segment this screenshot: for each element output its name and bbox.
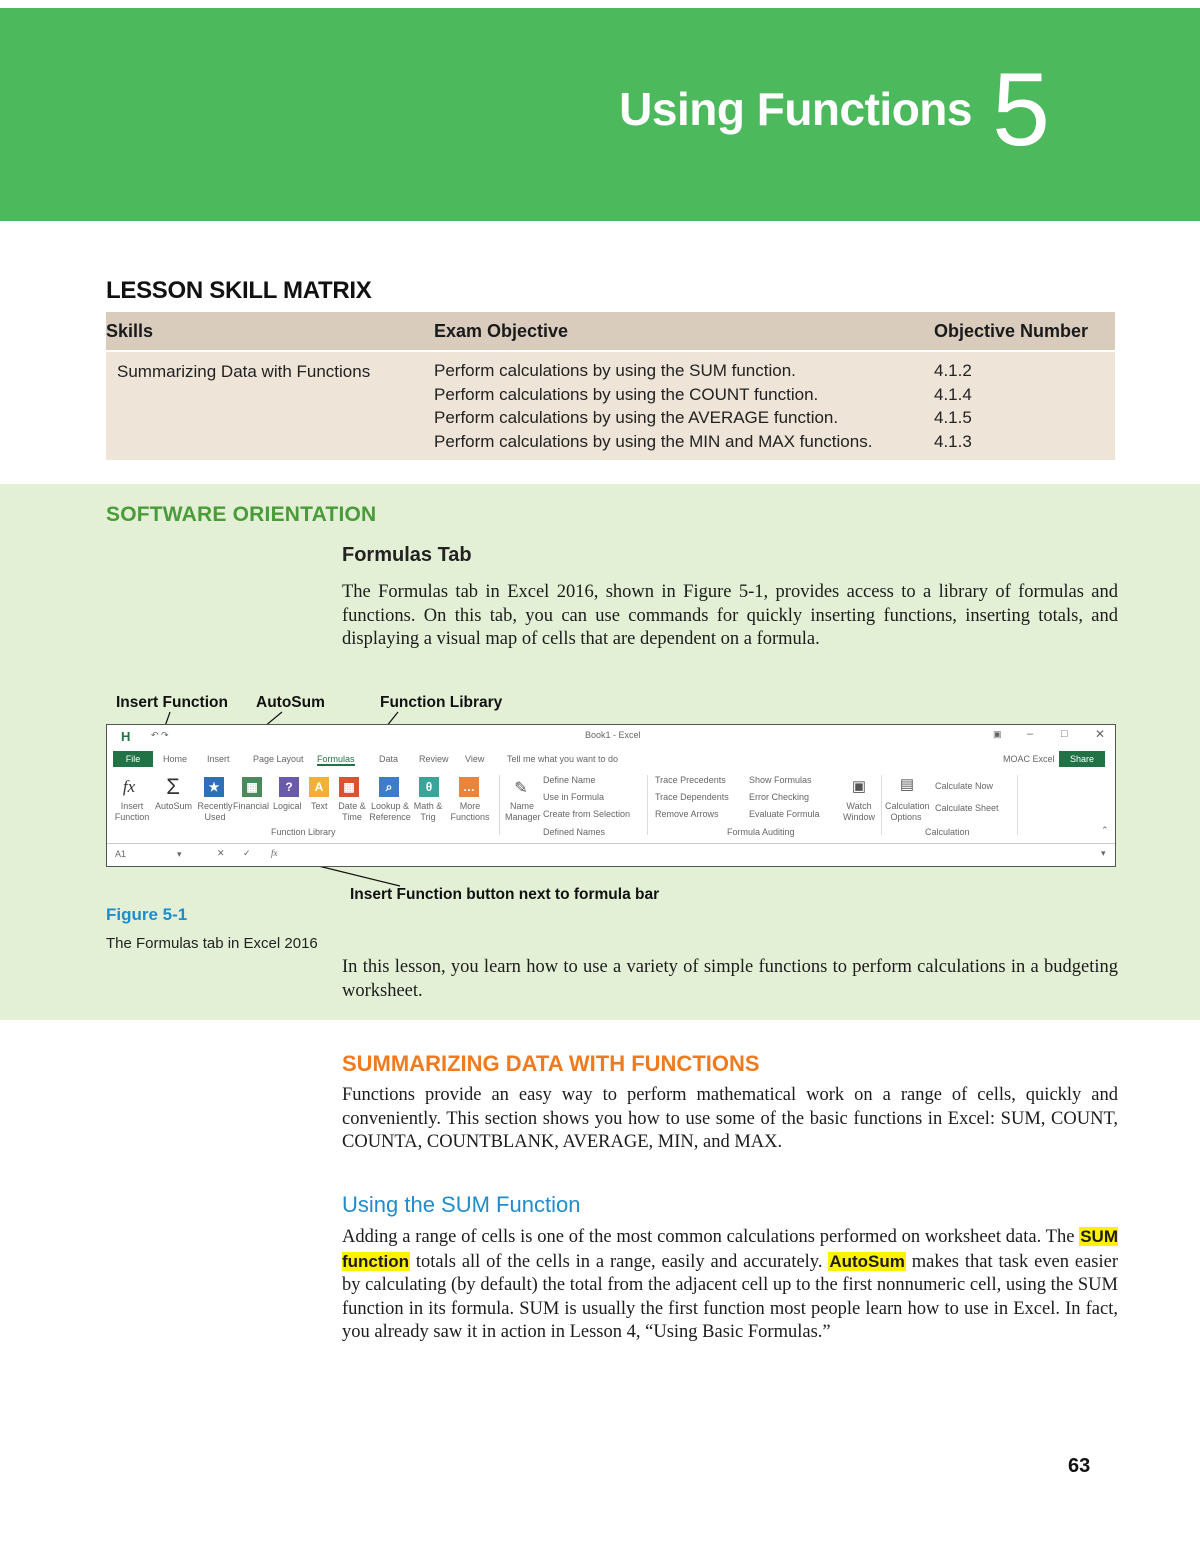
btn-more-functions[interactable]: More Functions <box>450 801 490 822</box>
col-header-objective-number: Objective Number <box>934 321 1089 341</box>
page-number: 63 <box>1068 1455 1091 1477</box>
formulas-tab-heading: Formulas Tab <box>342 544 472 566</box>
name-box-dropdown-icon[interactable]: ▾ <box>177 849 182 859</box>
financial-icon[interactable]: ▦ <box>242 777 262 797</box>
tab-formulas[interactable]: Formulas <box>317 754 355 764</box>
btn-define-name[interactable]: Define Name <box>543 775 596 785</box>
tab-file[interactable]: File <box>113 751 153 767</box>
insert-function-icon[interactable]: fx <box>122 777 136 796</box>
btn-calculate-sheet[interactable]: Calculate Sheet <box>935 803 999 813</box>
key-term-autosum: AutoSum <box>829 1251 905 1271</box>
excel-ribbon-screenshot <box>106 724 1116 867</box>
group-label-calculation: Calculation <box>925 827 970 837</box>
tab-home[interactable]: Home <box>163 754 188 764</box>
quick-access-icons[interactable]: ↶ ↷ <box>151 730 169 740</box>
btn-financial[interactable]: Financial <box>233 801 270 811</box>
skill-cell: Summarizing Data with Functions <box>117 362 371 381</box>
col-header-skills: Skills <box>106 321 154 341</box>
btn-error-checking[interactable]: Error Checking <box>749 792 810 802</box>
date-time-icon[interactable]: ▦ <box>339 777 359 797</box>
objective-number: 4.1.3 <box>934 431 972 451</box>
expand-formula-bar-icon[interactable]: ▾ <box>1101 848 1106 858</box>
orientation-paragraph: The Formulas tab in Excel 2016, shown in Figure 5-1, provides access to a library of formulas and functions. On this tab, you can use commands for quickly inserting functions, inserting totals, and displaying a visual map of cells that are dependent on a formula. <box>342 582 1118 649</box>
text-run: makes that task even easier by calculating (by default) the total from the adjacent cell up to the first nonnumeric cell, using the SUM function in its formula. SUM is usually the first function most people learn how to use in Excel. In fact, you already saw it in action in Lesson 4, “Using Basic Formulas.” <box>342 1251 1119 1342</box>
summarizing-paragraph: Functions provide an easy way to perform mathematical work on a range of cells, quickly and conveniently. This section shows you how to use some of the basic functions in Excel: SUM, COUNT, COUNTA, COUNTBLANK, AVERAGE, MIN, and MAX. <box>342 1085 1118 1152</box>
btn-calculation-options[interactable]: Calculation Options <box>885 801 930 822</box>
ribbon-display-icon[interactable]: ▣ <box>993 729 1002 739</box>
group-label-formula-auditing: Formula Auditing <box>727 827 795 837</box>
autosum-icon[interactable]: Σ <box>166 774 180 799</box>
btn-name-manager[interactable]: Name Manager <box>505 801 541 822</box>
tab-view[interactable]: View <box>465 754 485 764</box>
callout-formula-bar: Insert Function button next to formula bar <box>350 886 660 903</box>
callout-function-library: Function Library <box>380 694 503 711</box>
btn-insert-function[interactable]: Insert Function <box>114 801 150 822</box>
figure-caption: The Formulas tab in Excel 2016 <box>106 935 318 952</box>
group-label-defined-names: Defined Names <box>543 827 606 837</box>
cancel-icon[interactable]: ✕ <box>217 848 225 858</box>
logical-icon[interactable]: ? <box>279 777 299 797</box>
btn-evaluate-formula[interactable]: Evaluate Formula <box>749 809 820 819</box>
tab-page-layout[interactable]: Page Layout <box>253 754 304 764</box>
using-sum-paragraph <box>342 1225 1118 1345</box>
btn-lookup-reference[interactable]: Lookup & Reference <box>369 801 411 822</box>
callout-autosum: AutoSum <box>256 694 325 711</box>
recently-used-icon[interactable]: ★ <box>204 777 224 797</box>
window-title: Book1 - Excel <box>585 730 641 740</box>
name-manager-icon[interactable]: ✎ <box>514 780 528 797</box>
objective-line: Perform calculations by using the AVERAGE function. <box>434 408 839 427</box>
btn-remove-arrows[interactable]: Remove Arrows <box>655 809 719 819</box>
objective-number: 4.1.5 <box>934 408 972 427</box>
lookup-reference-icon[interactable]: ⌕ <box>379 777 399 797</box>
objective-line: Perform calculations by using the COUNT function. <box>434 384 819 404</box>
figure-label: Figure 5-1 <box>106 905 188 924</box>
tab-data[interactable]: Data <box>379 754 399 764</box>
btn-text[interactable]: Text <box>311 801 328 811</box>
chapter-title: Using Functions <box>619 83 972 135</box>
tell-me-box[interactable]: Tell me what you want to do <box>507 754 619 764</box>
excel-logo-icon: H <box>121 729 131 744</box>
objective-line: Perform calculations by using the MIN and MAX functions. <box>434 431 873 451</box>
software-orientation-heading: SOFTWARE ORIENTATION <box>106 503 377 526</box>
tab-review[interactable]: Review <box>419 754 449 764</box>
btn-logical[interactable]: Logical <box>273 801 302 811</box>
using-sum-heading: Using the SUM Function <box>342 1192 581 1217</box>
btn-math-trig[interactable]: Math & Trig <box>413 801 443 822</box>
formula-bar-insert-function-icon[interactable]: fx <box>271 848 278 858</box>
text-run: totals all of the cells in a range, easily and accurately. <box>410 1251 829 1272</box>
text-icon[interactable]: A <box>309 777 329 797</box>
more-functions-icon[interactable]: … <box>459 777 479 797</box>
skill-matrix-heading: LESSON SKILL MATRIX <box>106 277 372 304</box>
name-box[interactable]: A1 <box>115 849 127 859</box>
btn-use-in-formula[interactable]: Use in Formula <box>543 792 605 802</box>
btn-calculate-now[interactable]: Calculate Now <box>935 781 994 791</box>
btn-recently-used[interactable]: Recently Used <box>197 801 233 822</box>
btn-create-from-selection[interactable]: Create from Selection <box>543 809 631 819</box>
btn-autosum[interactable]: AutoSum <box>155 801 193 811</box>
collapse-ribbon-icon[interactable]: ⌃ <box>1101 825 1109 835</box>
share-button[interactable]: Share <box>1059 751 1105 767</box>
objective-number: 4.1.2 <box>934 361 972 380</box>
btn-trace-dependents[interactable]: Trace Dependents <box>655 792 729 802</box>
restore-icon[interactable]: □ <box>1061 728 1068 740</box>
objective-line: Perform calculations by using the SUM function. <box>434 361 796 380</box>
summarizing-heading: SUMMARIZING DATA WITH FUNCTIONS <box>342 1051 760 1076</box>
col-header-exam-objective: Exam Objective <box>434 321 569 341</box>
text-run: Adding a range of cells is one of the most common calculations performed on worksheet data. The <box>342 1227 1080 1247</box>
tab-insert[interactable]: Insert <box>207 754 230 764</box>
user-name: MOAC Excel <box>1003 754 1055 764</box>
calculation-options-icon[interactable]: ▤ <box>899 776 915 793</box>
btn-date-time[interactable]: Date & Time <box>338 801 366 822</box>
objective-number: 4.1.4 <box>934 384 972 404</box>
close-icon[interactable]: ✕ <box>1095 727 1106 741</box>
group-separator <box>881 775 882 835</box>
group-separator <box>647 775 648 835</box>
group-label-function-library: Function Library <box>271 827 336 837</box>
minimize-icon[interactable]: – <box>1027 728 1034 740</box>
math-trig-icon[interactable]: θ <box>419 777 439 797</box>
ribbon-title-bar <box>107 725 1115 747</box>
watch-window-icon[interactable]: ▣ <box>851 778 867 795</box>
group-separator <box>1017 775 1018 835</box>
key-term-sum-function: SUM function <box>342 1227 1118 1271</box>
group-separator <box>499 775 500 835</box>
callout-insert-function: Insert Function <box>116 694 228 711</box>
lesson-paragraph: In this lesson, you learn how to use a variety of simple functions to perform calculations in a budgeting worksheet. <box>342 957 1118 1001</box>
btn-show-formulas[interactable]: Show Formulas <box>749 775 812 785</box>
btn-trace-precedents[interactable]: Trace Precedents <box>655 775 726 785</box>
btn-watch-window[interactable]: Watch Window <box>842 801 875 822</box>
enter-icon[interactable]: ✓ <box>243 848 251 858</box>
formula-bar <box>107 843 1115 867</box>
chapter-number: 5 <box>992 52 1050 168</box>
